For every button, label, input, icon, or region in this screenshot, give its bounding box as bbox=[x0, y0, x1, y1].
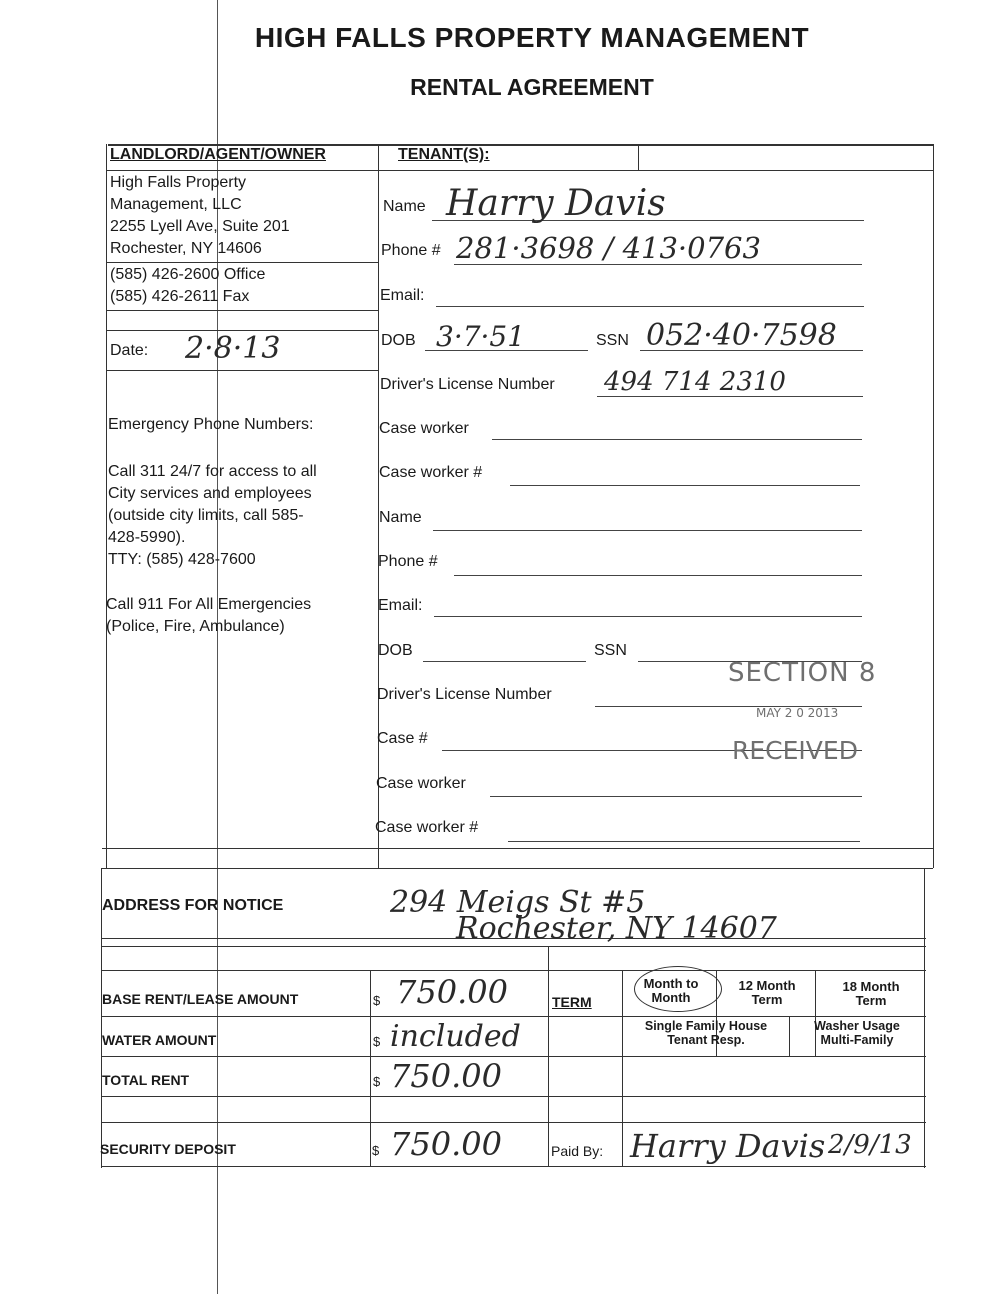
tenant-phone-value: 281·3698 / 413·0763 bbox=[456, 231, 761, 265]
tenant-ssn-label: SSN bbox=[596, 332, 629, 349]
stamp-received: RECEIVED bbox=[732, 736, 858, 765]
tenant-name-value: Harry Davis bbox=[446, 183, 666, 224]
emergency-info bbox=[106, 594, 311, 638]
caseworker-line bbox=[492, 439, 862, 440]
total-rent-currency: $ bbox=[373, 1074, 381, 1089]
water-option-divider bbox=[789, 1016, 790, 1056]
tenant2-dob-label: DOB bbox=[378, 642, 413, 659]
term-divider bbox=[548, 946, 549, 1166]
deposit-currency: $ bbox=[372, 1143, 380, 1158]
tenant-email-label: Email: bbox=[380, 287, 425, 304]
info-line: 428-5990). bbox=[108, 529, 186, 546]
stamp-date: MAY 2 0 2013 bbox=[756, 706, 839, 720]
tenant2-ssn-label: SSN bbox=[594, 642, 627, 659]
term-option-18-month bbox=[818, 980, 924, 1009]
caseworker-label: Case worker bbox=[379, 420, 469, 437]
term-option-line: 12 Month bbox=[738, 978, 796, 993]
tenant2-name-label: Name bbox=[379, 509, 422, 526]
base-rent-currency: $ bbox=[373, 993, 381, 1008]
tenant-email-line bbox=[436, 306, 864, 307]
column-divider bbox=[378, 144, 379, 868]
base-rent-value: 750.00 bbox=[396, 973, 508, 1011]
landlord-rule-2 bbox=[106, 310, 378, 311]
tenant-name-label: Name bbox=[383, 198, 426, 215]
landlord-address-line: 2255 Lyell Ave, Suite 201 bbox=[110, 218, 290, 235]
section-rule-1 bbox=[102, 848, 933, 849]
paid-by-value: Harry Davis bbox=[630, 1127, 826, 1165]
landlord-contact bbox=[110, 264, 265, 308]
base-rent-label: BASE RENT/LEASE AMOUNT bbox=[102, 991, 299, 1007]
table-right-border-lower bbox=[924, 868, 925, 1168]
info-line: (outside city limits, call 585- bbox=[108, 507, 304, 524]
tty-line: TTY: (585) 428-7600 bbox=[108, 551, 256, 568]
info-line: City services and employees bbox=[108, 485, 312, 502]
term-option-line: Month bbox=[651, 990, 691, 1006]
water-option-line: Tenant Resp. bbox=[667, 1032, 745, 1047]
tenant-dob-label: DOB bbox=[381, 332, 416, 349]
term-label: TERM bbox=[552, 994, 592, 1010]
landlord-name-line: Management, LLC bbox=[110, 196, 242, 213]
caseworker2-num-label: Case worker # bbox=[375, 819, 479, 836]
notice-address-line2: Rochester, NY 14607 bbox=[456, 911, 777, 946]
tenant2-dl-label: Driver's License Number bbox=[377, 686, 552, 703]
info-line: Call 911 For All Emergencies bbox=[106, 596, 312, 613]
tenant-phone-label: Phone # bbox=[381, 242, 441, 259]
caseworker2-line bbox=[490, 796, 862, 797]
water-option-line: Multi-Family bbox=[820, 1032, 894, 1047]
term-option-line: Month to bbox=[643, 976, 699, 991]
water-option-washer bbox=[790, 1020, 924, 1048]
tenant2-name-line bbox=[433, 530, 862, 531]
rent-value-divider bbox=[370, 970, 371, 1166]
notice-rule-2 bbox=[102, 946, 926, 947]
tenant-dob-value: 3·7·51 bbox=[436, 320, 526, 353]
rent-rule-1 bbox=[102, 1016, 926, 1017]
term-circle-mark bbox=[634, 966, 722, 1012]
tenant2-email-label: Email: bbox=[378, 597, 423, 614]
city-services-info bbox=[108, 461, 317, 571]
water-amount-value: included bbox=[390, 1019, 521, 1054]
tenant-dl-label: Driver's License Number bbox=[380, 376, 555, 393]
rent-rule-top bbox=[102, 970, 926, 971]
table-right-border bbox=[933, 144, 934, 868]
table-header-rule bbox=[106, 170, 934, 171]
landlord-rule-1 bbox=[106, 262, 378, 263]
landlord-heading: LANDLORD/AGENT/OWNER bbox=[110, 146, 326, 163]
term-option-line: Term bbox=[855, 993, 887, 1009]
caseworker2-label: Case worker bbox=[376, 775, 466, 792]
water-option-line: Single Family House bbox=[644, 1019, 768, 1033]
tenant2-phone-label: Phone # bbox=[378, 553, 438, 570]
term-option-line: Term bbox=[751, 992, 783, 1008]
date-label: Date: bbox=[110, 342, 149, 359]
caseworker2-num-line bbox=[508, 841, 860, 842]
paid-by-label: Paid By: bbox=[551, 1143, 604, 1159]
paid-by-date: 2/9/13 bbox=[828, 1130, 912, 1160]
security-deposit-label: SECURITY DEPOSIT bbox=[100, 1141, 236, 1157]
options-divider bbox=[622, 970, 623, 1166]
stamp-section8: SECTION 8 bbox=[728, 658, 877, 688]
water-option-line: Washer Usage bbox=[814, 1019, 900, 1033]
water-option-single-family bbox=[624, 1020, 788, 1048]
header-divider bbox=[638, 144, 639, 170]
tenant-heading: TENANT(S): bbox=[398, 146, 490, 163]
case-num-label: Case # bbox=[377, 730, 428, 747]
water-amount-label: WATER AMOUNT bbox=[102, 1032, 217, 1048]
landlord-address-line: Rochester, NY 14606 bbox=[110, 240, 262, 257]
info-line: Call 311 24/7 for access to all bbox=[108, 463, 317, 480]
notice-label: ADDRESS FOR NOTICE bbox=[102, 897, 284, 914]
term-option-12-month bbox=[720, 979, 814, 1008]
document-title: RENTAL AGREEMENT bbox=[410, 74, 654, 100]
info-line: (Police, Fire, Ambulance) bbox=[106, 618, 285, 635]
section-rule-2 bbox=[102, 868, 933, 869]
water-currency: $ bbox=[373, 1034, 381, 1049]
tenant2-email-line bbox=[434, 616, 862, 617]
landlord-address bbox=[110, 172, 290, 260]
rent-rule-4 bbox=[102, 1122, 926, 1123]
security-deposit-value: 750.00 bbox=[390, 1125, 502, 1163]
total-rent-value: 750.00 bbox=[390, 1057, 502, 1095]
caseworker-num-label: Case worker # bbox=[379, 464, 483, 481]
landlord-name-line: High Falls Property bbox=[110, 174, 247, 191]
rent-rule-3 bbox=[102, 1096, 926, 1097]
tenant2-phone-line bbox=[454, 575, 862, 576]
emergency-label: Emergency Phone Numbers: bbox=[108, 416, 314, 433]
term-option-line: 18 Month bbox=[842, 979, 900, 994]
tenant-dl-value: 494 714 2310 bbox=[604, 367, 786, 397]
rent-rule-2 bbox=[102, 1056, 926, 1057]
date-value: 2·8·13 bbox=[185, 331, 281, 366]
landlord-rule-4 bbox=[106, 370, 378, 371]
total-rent-label: TOTAL RENT bbox=[102, 1072, 190, 1088]
tenant2-dob-line bbox=[423, 661, 586, 662]
rent-rule-bottom bbox=[102, 1166, 926, 1167]
office-phone: (585) 426-2600 Office bbox=[110, 266, 266, 283]
fax-number: (585) 426-2611 Fax bbox=[110, 288, 250, 305]
table-left-border bbox=[106, 144, 107, 868]
company-name: HIGH FALLS PROPERTY MANAGEMENT bbox=[254, 22, 810, 53]
caseworker-num-line bbox=[510, 485, 860, 486]
notice-address-line1: 294 Meigs St #5 bbox=[390, 885, 646, 920]
tenant-ssn-value: 052·40·7598 bbox=[646, 318, 837, 353]
